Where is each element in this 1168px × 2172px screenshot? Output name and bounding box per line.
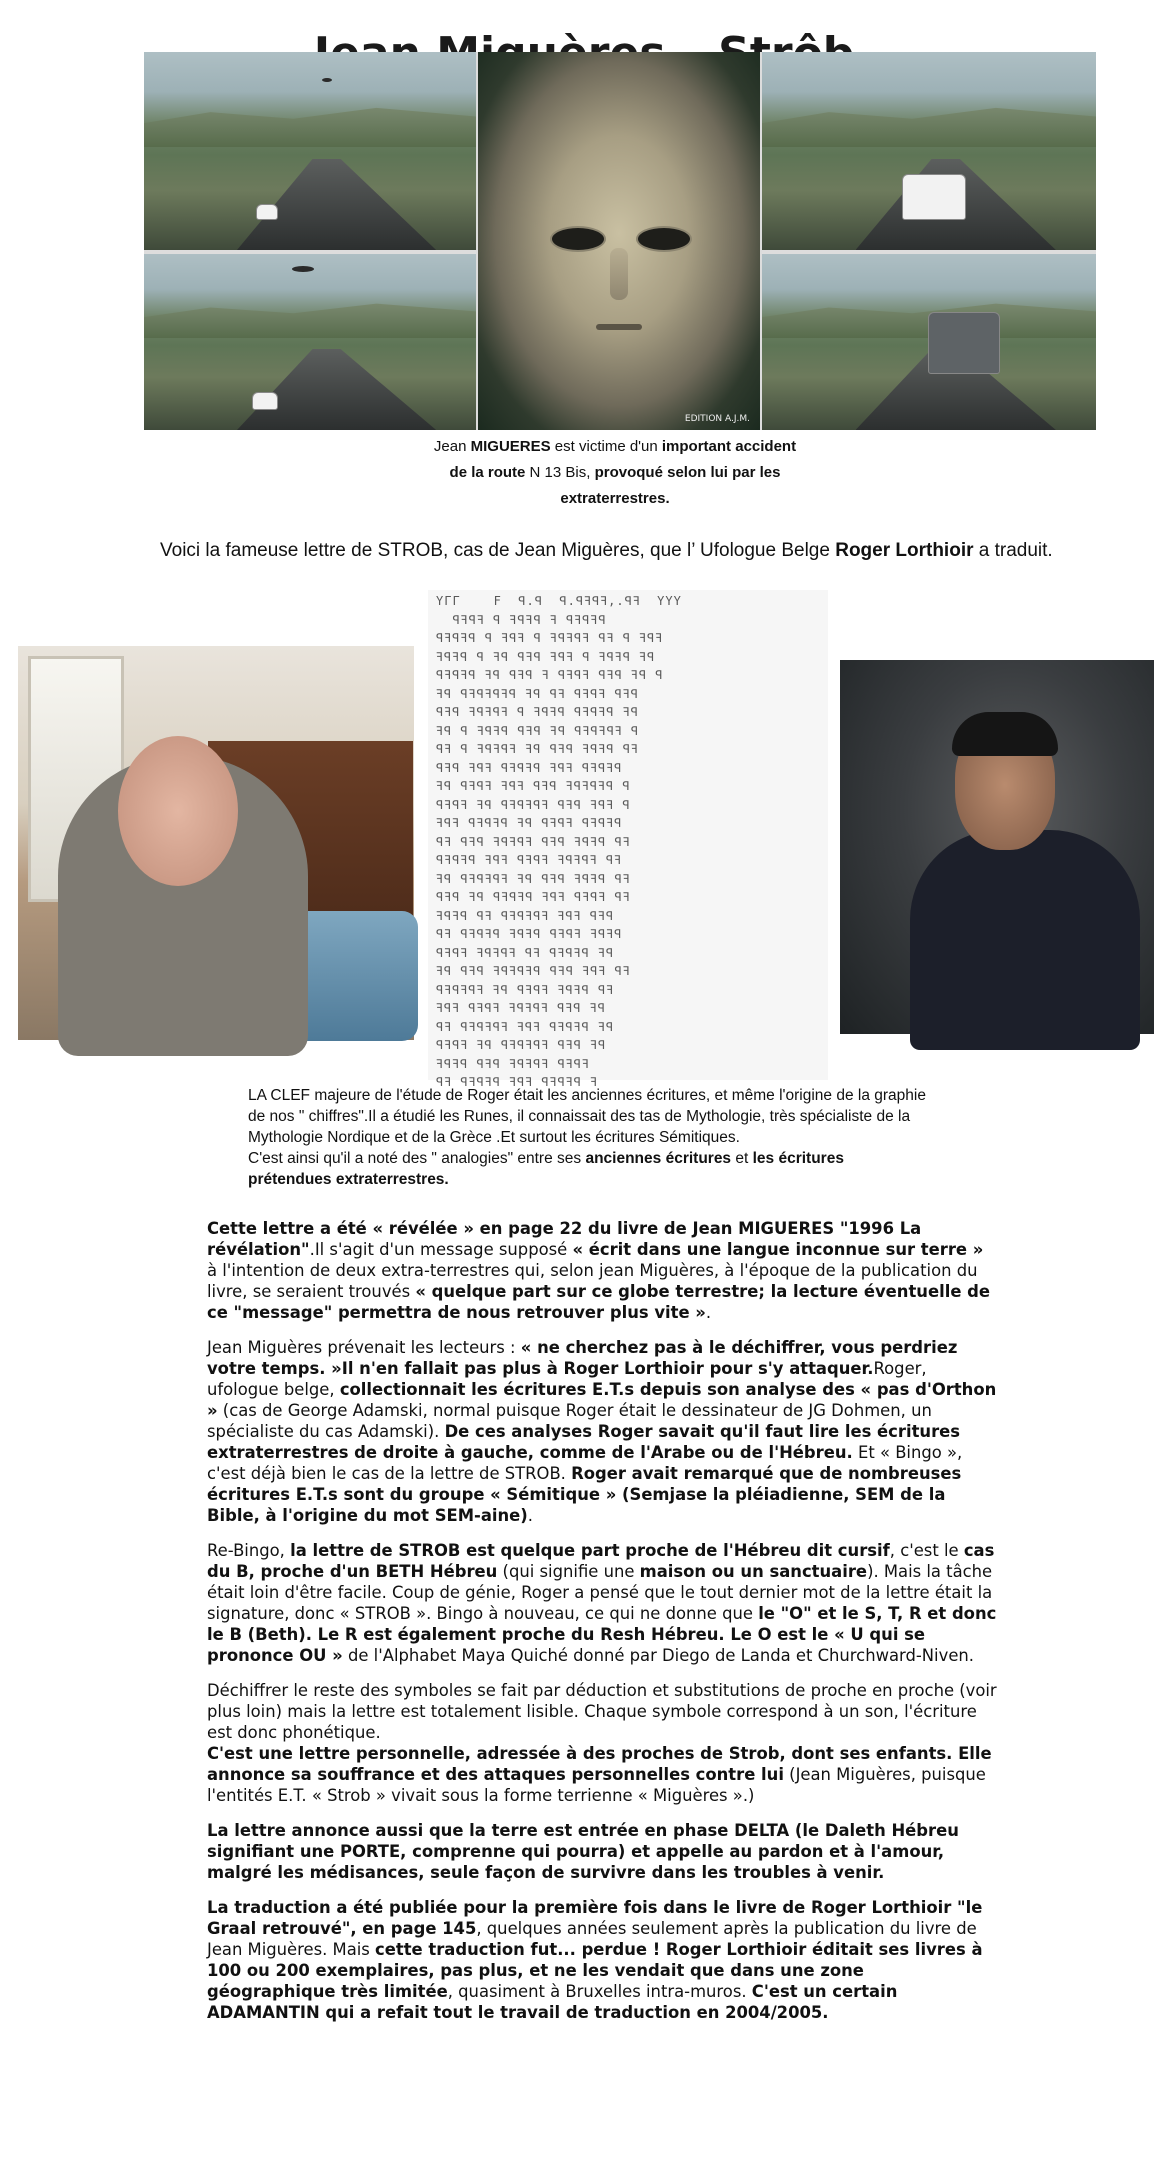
paragraph-5 bbox=[207, 1820, 997, 1883]
bold-text: Roger avait remarqué que de nombreuses écritures E.T.s sont du groupe « Sémitique » (Semjase la pléiadienne, SEM de la Bible, à l'origine du mot SEM-aine) bbox=[207, 1464, 962, 1525]
ufo-shape bbox=[322, 78, 332, 82]
bold-text: C'est une lettre personnelle, adressée à des proches de Strob, dont ses enfants. Elle annonce sa souffrance et des attaques personnelles contre lui bbox=[207, 1744, 992, 1784]
letter-glyph-line: ꟻꟼꟻ ꟼꟻꟼꟻ ꟻꟼꟻꟼꟻ ꟼꟻꟼ ꟻꟼ bbox=[436, 1001, 606, 1015]
caption-text: Jean bbox=[433, 438, 471, 455]
alien-head-photo bbox=[478, 52, 760, 430]
letter-glyph-line: ꟼꟻꟼꟻꟼ ꟻꟼꟻ ꟼꟻꟼꟻ ꟻꟼꟻꟼꟻ ꟼꟻ bbox=[436, 853, 623, 867]
car-shape bbox=[252, 392, 278, 410]
bold-text: collectionnait les écritures E.T.s depuis son analyse des « pas d'Orthon » bbox=[207, 1380, 997, 1420]
text: ). Mais la tâche était loin d'être facile. Coup de génie, Roger a pensé que le tout dernier mot de la lettre était la signature, donc « STROB ». Bingo à nouveau, ce qui ne donne que bbox=[207, 1562, 993, 1623]
paragraph-4 bbox=[207, 1680, 997, 1806]
letter-glyph-line: ꟼꟻꟼ ꟻꟼ ꟼꟻꟼꟻꟼ ꟻꟼꟻ ꟼꟻꟼꟻ ꟼꟻ bbox=[436, 890, 631, 904]
letter-glyph-line: ꟻꟼ ꟼꟻꟼꟻꟼꟻ ꟻꟼ ꟼꟻꟼ ꟻꟼꟻꟼ ꟼꟻ bbox=[436, 871, 631, 886]
letter-glyph-line: ꟼꟻꟼ ꟻꟼꟻꟼꟻ ꟼ ꟻꟼꟻꟼ ꟼꟻꟼꟻꟼ ꟻꟼ bbox=[436, 705, 639, 719]
hair-shape bbox=[952, 712, 1058, 756]
letter-glyph-line: ꟻꟼ ꟼꟻꟼꟻ ꟻꟼꟻ ꟼꟻꟼ ꟻꟼꟻꟼꟻꟼ ꟼ bbox=[436, 779, 631, 793]
text: , quasiment à Bruxelles intra-muros. bbox=[447, 1982, 752, 2001]
head-shape bbox=[118, 736, 238, 886]
hill-shape bbox=[762, 103, 1096, 147]
intro-text: Voici la fameuse lettre de STROB, cas de Jean Miguères, que l’ Ufologue Belge bbox=[160, 540, 836, 561]
text: , c'est le bbox=[889, 1541, 964, 1560]
text: Re-Bingo, bbox=[207, 1541, 291, 1560]
letter-glyph-line: ꟼꟻ ꟼꟻꟼ ꟻꟼꟻꟼꟻ ꟼꟻꟼ ꟻꟼꟻꟼ ꟼꟻ bbox=[436, 834, 631, 849]
text: , quelques années seulement après la publication du livre de Jean Miguères. Mais bbox=[207, 1919, 977, 1959]
letter-glyph-line: ꟻꟼꟻ ꟼꟻꟼꟻꟼ ꟻꟼ ꟼꟻꟼꟻ ꟼꟻꟼꟻꟼ bbox=[436, 816, 623, 830]
bold-text: « écrit dans une langue inconnue sur terre » bbox=[572, 1240, 984, 1259]
letter-glyph-line: ꟻꟼ ꟼꟻꟼ ꟻꟼꟻꟼꟻꟼ ꟼꟻꟼ ꟻꟼꟻ ꟼꟻ bbox=[436, 964, 631, 978]
letter-glyph-line: ꟻꟼ ꟼ ꟻꟼꟻꟼ ꟼꟻꟼ ꟻꟼ ꟼꟻꟼꟻꟼꟻ ꟼ bbox=[436, 723, 640, 738]
letter-caption bbox=[248, 1085, 1028, 1190]
text: . bbox=[705, 1303, 712, 1322]
caption-bold: prétendues extraterrestres. bbox=[248, 1171, 449, 1188]
bold-text: la lettre de STROB est quelque part proche de l'Hébreu dit cursif bbox=[290, 1541, 890, 1560]
text: .Il s'agit d'un message supposé bbox=[309, 1240, 573, 1259]
road-photo-bottom-right bbox=[762, 254, 1096, 430]
road-photo-top-left bbox=[144, 52, 476, 250]
road-photo-bottom-left bbox=[144, 254, 476, 430]
caption-text: est victime d'un bbox=[550, 438, 662, 455]
car-shape bbox=[256, 204, 278, 220]
roger-lorthioir-photo bbox=[18, 646, 414, 1040]
nose-shape bbox=[610, 248, 628, 300]
strob-letter-image bbox=[428, 590, 828, 1089]
bold-text: « ne cherchez pas à le déchiffrer, vous perdriez votre temps. »Il n'en fallait pas plus à Roger Lorthioir pour s'y attaquer. bbox=[207, 1338, 958, 1378]
caption-text: C'est ainsi qu'il a noté des " analogies" entre ses bbox=[248, 1150, 586, 1167]
paragraph-1 bbox=[207, 1218, 997, 1323]
bold-text: Cette lettre a été « révélée » en page 22 du livre de Jean MIGUERES "1996 La révélation" bbox=[207, 1219, 922, 1259]
caption-bold: anciennes écritures bbox=[585, 1150, 732, 1167]
letter-glyph-line: ꟼꟻꟼ ꟻꟼꟻ ꟼꟻꟼꟻꟼ ꟻꟼꟻ ꟼꟻꟼꟻꟼ bbox=[436, 760, 623, 775]
image-collage bbox=[144, 52, 1096, 430]
intro-line bbox=[160, 538, 1150, 564]
letter-glyph-line: ꟼꟻ ꟼ ꟻꟼꟻꟼꟻ ꟻꟼ ꟼꟻꟼ ꟻꟼꟻꟼ ꟼꟻ bbox=[436, 742, 639, 756]
caption-bold: MIGUERES bbox=[470, 438, 551, 455]
bold-text: C'est un certain ADAMANTIN qui a refait tout le travail de traduction en 2004/2005. bbox=[207, 1982, 898, 2022]
letter-glyph-line: ꟼꟻ ꟼꟻꟼꟻꟼ ꟻꟼꟻ ꟼꟻꟼꟻꟼ ꟻ bbox=[436, 1075, 599, 1089]
letter-glyph-line: ꟼꟻ ꟼꟻꟼꟻꟼꟻ ꟻꟼꟻ ꟼꟻꟼꟻꟼ ꟻꟼ bbox=[436, 1019, 615, 1034]
text: Déchiffrer le reste des symboles se fait par déduction et substitutions de proche en proche (voir plus loin) mais la lettre est totalement lisible. Chaque symbole correspond à un son, l'écriture est donc phonétique. bbox=[207, 1681, 997, 1742]
road-shape bbox=[237, 349, 436, 430]
car-shape bbox=[902, 174, 966, 220]
car-shape bbox=[928, 312, 1000, 374]
bold-text: La traduction a été publiée pour la première fois dans le livre de Roger Lorthioir "le Graal retrouvé", en page 145 bbox=[207, 1898, 983, 1938]
letter-glyph-line: ꟼꟻꟼꟻ ꟻꟼ ꟼꟻꟼꟻꟼꟻ ꟼꟻꟼ ꟻꟼꟻ ꟼ bbox=[436, 797, 631, 812]
paragraph-6 bbox=[207, 1897, 997, 2023]
letter-glyph-line: ꟻꟼꟻꟼ ꟼꟻꟼ ꟻꟼꟻꟼꟻ ꟼꟻꟼꟻ bbox=[436, 1056, 590, 1071]
mouth-shape bbox=[596, 324, 642, 330]
caption-bold: extraterrestres. bbox=[560, 490, 670, 507]
road-photo-top-right bbox=[762, 52, 1096, 250]
text: (Jean Miguères, puisque l'entités E.T. « Strob » vivait sous la forme terrienne « Miguères ».) bbox=[207, 1765, 986, 1805]
bold-text: La lettre annonce aussi que la terre est entrée en phase DELTA (le Daleth Hébreu signifiant une PORTE, comprenne qui pourra) et appelle au pardon et à l'amour, malgré les médisances, seule façon de survivre dans les troubles à venir. bbox=[207, 1821, 959, 1882]
bold-text: maison ou un sanctuaire bbox=[639, 1562, 868, 1581]
caption-text: LA CLEF majeure de l'étude de Roger était les anciennes écritures, et même l'origine de la graphie bbox=[248, 1087, 926, 1104]
caption-text: N 13 Bis, bbox=[525, 464, 595, 481]
letter-glyph-line: ΥΓΓ F ꟼ.ꟼ ꟼ.ꟼꟻꟼꟻ,.ꟼꟻ ΥΥΥ bbox=[436, 594, 682, 608]
collage-caption bbox=[380, 434, 850, 512]
eye-shape bbox=[636, 226, 692, 252]
letter-glyph-line: ꟼꟻꟼꟻ ꟼ ꟻꟼꟻꟼ ꟻ ꟼꟻꟼꟻꟼ bbox=[436, 612, 607, 627]
paragraph-3 bbox=[207, 1540, 997, 1666]
intro-text: a traduit. bbox=[973, 540, 1053, 561]
text: (qui signifie une bbox=[497, 1562, 640, 1581]
text: de l'Alphabet Maya Quiché donné par Diego de Landa et Churchward-Niven. bbox=[342, 1646, 974, 1665]
letter-glyph-line: ꟼꟻꟼꟻ ꟻꟼꟻꟼꟻ ꟼꟻ ꟼꟻꟼꟻꟼ ꟻꟼ bbox=[436, 945, 615, 960]
caption-text: Mythologie Nordique et de la Grèce .Et surtout les écritures Sémitiques. bbox=[248, 1129, 740, 1146]
text: . bbox=[527, 1506, 533, 1525]
jean-migueres-photo bbox=[840, 660, 1154, 1034]
eye-shape bbox=[550, 226, 606, 252]
letter-glyph-line: ꟼꟻꟼꟻꟼ ꟼ ꟻꟼꟻ ꟼ ꟻꟼꟻꟼꟻ ꟼꟻ ꟼ ꟻꟼꟻ bbox=[436, 631, 664, 645]
letter-glyph-line: ꟻꟼꟻꟼ ꟼꟻ ꟼꟻꟼꟻꟼꟻ ꟻꟼꟻ ꟼꟻꟼ bbox=[436, 908, 615, 923]
caption-bold: de la route bbox=[449, 464, 526, 481]
bold-text: le "O" et le S, T, R et donc le B (Beth). Le R est également proche du Resh Hébreu. Le O est le « U qui se prononce OU » bbox=[207, 1604, 997, 1665]
text: à l'intention de deux extra-terrestres qui, selon jean Miguères, à l'époque de la publication du livre, se seraient trouvés bbox=[207, 1261, 978, 1301]
letter-glyph-line: ꟻꟼꟻꟼ ꟼ ꟻꟼ ꟼꟻꟼ ꟻꟼꟻ ꟼ ꟻꟼꟻꟼ ꟻꟼ bbox=[436, 649, 656, 664]
caption-bold: les écritures bbox=[752, 1150, 844, 1167]
letter-glyph-line: ꟼꟻꟼꟻꟼꟻ ꟻꟼ ꟼꟻꟼꟻ ꟻꟼꟻꟼ ꟼꟻ bbox=[436, 982, 615, 997]
text: Roger, ufologue belge, bbox=[207, 1359, 927, 1399]
text: Jean Miguères prévenait les lecteurs : bbox=[207, 1338, 521, 1357]
paragraph-2 bbox=[207, 1337, 997, 1526]
caption-bold: important accident bbox=[661, 438, 797, 455]
edition-label: EDITION A.J.M. bbox=[684, 414, 750, 424]
caption-text: de nos " chiffres".Il a étudié les Runes, il connaissait des tas de Mythologie, très spécialiste de la bbox=[248, 1108, 911, 1125]
bold-text: De ces analyses Roger savait qu'il faut lire les écritures extraterrestres de droite à gauche, comme de l'Arabe ou de l'Hébreu. bbox=[207, 1422, 961, 1462]
body-shape bbox=[910, 830, 1140, 1050]
letter-glyph-line: ꟼꟻꟼꟻ ꟻꟼ ꟼꟻꟼꟻꟼꟻ ꟼꟻꟼ ꟻꟼ bbox=[436, 1038, 607, 1052]
text: (cas de George Adamski, normal puisque Roger était le dessinateur de JG Dohmen, un spécialiste du cas Adamski). bbox=[207, 1401, 932, 1441]
article-body bbox=[207, 1218, 997, 2037]
bold-text: cette traduction fut... perdue ! Roger Lorthioir éditait ses livres à 100 ou 200 exemplaires, pas plus, et ne les vendait que dans une zone géographique très limitée bbox=[207, 1940, 983, 2001]
intro-name: Roger Lorthioir bbox=[835, 540, 974, 561]
ufo-shape bbox=[292, 266, 314, 272]
letter-glyph-line: ꟼꟻꟼꟻꟼ ꟻꟼ ꟼꟻꟼ ꟻ ꟼꟻꟼꟻ ꟼꟻꟼ ꟻꟼ ꟼ bbox=[436, 668, 664, 682]
caption-bold: provoqué selon lui par les bbox=[594, 464, 781, 481]
text: Et « Bingo », c'est déjà bien le cas de la lettre de STROB. bbox=[207, 1443, 963, 1483]
caption-text: et bbox=[731, 1150, 753, 1167]
bold-text: cas du B, proche d'un BETH Hébreu bbox=[207, 1541, 995, 1581]
hill-shape bbox=[144, 300, 476, 339]
bold-text: « quelque part sur ce globe terrestre; la lecture éventuelle de ce "message" permettra de nous retrouver plus vite » bbox=[207, 1282, 990, 1322]
hill-shape bbox=[144, 103, 476, 147]
letter-glyph-line: ꟼꟻ ꟼꟻꟼꟻꟼ ꟻꟼꟻꟼ ꟼꟻꟼꟻ ꟻꟼꟻꟼ bbox=[436, 927, 623, 941]
letter-glyph-line: ꟻꟼ ꟼꟻꟼꟻꟼꟻꟼ ꟻꟼ ꟼꟻ ꟼꟻꟼꟻ ꟼꟻꟼ bbox=[436, 686, 639, 701]
